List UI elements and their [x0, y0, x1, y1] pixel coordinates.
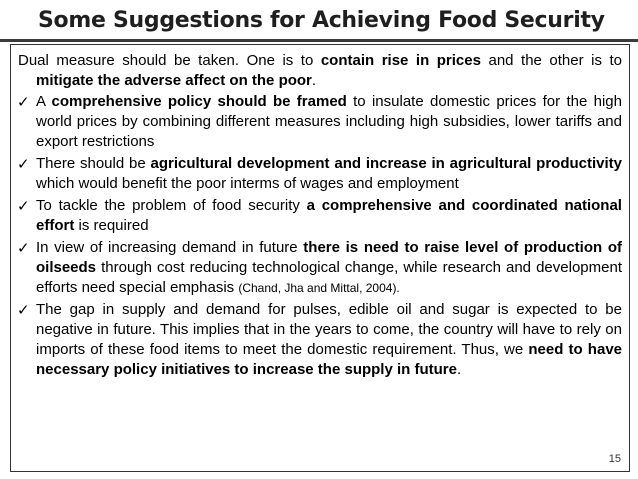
content-box [10, 44, 630, 472]
citation: (Chand, Jha and Mittal, 2004). [238, 281, 400, 295]
bullet-text: . [456, 361, 462, 378]
title-underline [0, 39, 638, 42]
bullet-oilseeds [18, 238, 622, 298]
slide-title: Some Suggestions for Achieving Food Security [38, 8, 605, 33]
bullet-bold: comprehensive policy should be framed [51, 93, 347, 110]
bullet-text: In view of increasing demand in future [36, 239, 304, 256]
intro-bold-2: mitigate the adverse affect on the poor [36, 72, 312, 89]
bullet-supply-gap [18, 300, 622, 380]
bullet-text: A [36, 93, 52, 110]
bullet-bold: agricultural development and increase in agricultural productivity [150, 155, 622, 172]
check-icon: ✓ [17, 155, 30, 173]
bullet-text: The gap in supply and demand for pulses, edible oil and sugar is expected to be negative in future. This implies that in the years to come, the country will have to rely on imports of these food items to meet the domestic requirement. Thus, we [36, 301, 622, 358]
check-icon: ✓ [17, 239, 30, 257]
check-icon: ✓ [17, 301, 30, 319]
intro-text-3: . [311, 72, 317, 89]
bullet-bold: need to have necessary policy initiatives to increase the supply in future [36, 341, 622, 378]
bullet-text: To tackle the problem of food security [36, 197, 307, 214]
bullet-bold: there is need to raise level of production of oilseeds [36, 239, 622, 276]
intro-paragraph [18, 51, 622, 91]
bullet-policy [18, 92, 622, 152]
page-number: 15 [608, 453, 621, 465]
check-icon: ✓ [17, 197, 30, 215]
intro-bold-1: contain rise in prices [320, 52, 481, 69]
bullet-text: through cost reducing technological change, while research and development efforts need special emphasis [36, 259, 622, 296]
bullet-national-effort [18, 196, 622, 236]
bullet-text: is required [74, 217, 149, 234]
bullet-text: There should be [36, 155, 151, 172]
bullet-text: to insulate domestic prices for the high world prices by combining different measures including high subsidies, lower tariffs and export restrictions [36, 93, 622, 150]
intro-text-1: Dual measure should be taken. One is to [18, 52, 321, 69]
intro-text-2: and the other is to [480, 52, 622, 69]
check-icon: ✓ [17, 93, 30, 111]
bullet-agriculture [18, 154, 622, 194]
bullet-text: which would benefit the poor interms of wages and employment [36, 175, 459, 192]
bullet-bold: a comprehensive and coordinated national effort [36, 197, 622, 234]
